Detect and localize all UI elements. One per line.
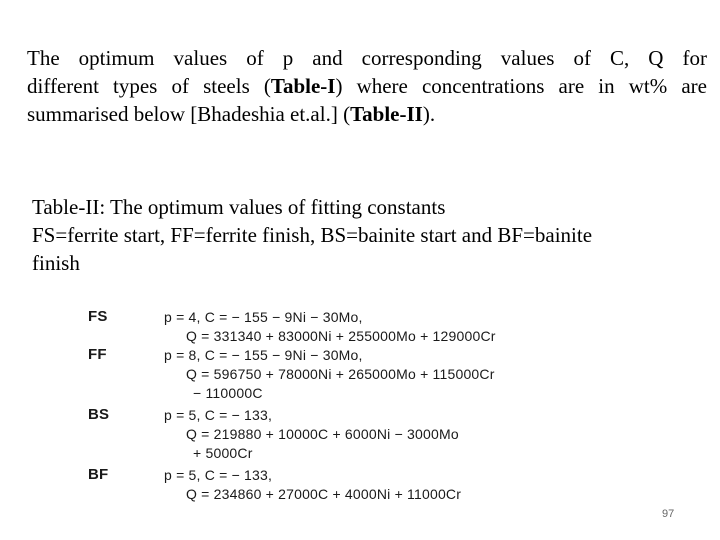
row-label: FS — [88, 308, 108, 325]
caption-line-3: finish — [32, 251, 80, 275]
page-number: 97 — [662, 508, 675, 520]
equation: Q = 331340 + 83000Ni + 255000Mo + 129000Cr — [186, 328, 496, 344]
intro-line-2 — [27, 72, 707, 100]
row-label: FF — [88, 346, 107, 363]
intro-text: The optimum values of p and corresponding values of C, Q for — [27, 46, 707, 70]
intro-line-1 — [27, 44, 707, 72]
row-equations — [164, 346, 495, 403]
table-caption — [32, 193, 702, 277]
equation: p = 8, C = − 155 − 9Ni − 30Mo, — [164, 347, 363, 363]
table-1-reference: Table-I — [270, 74, 336, 98]
intro-paragraph — [27, 44, 707, 128]
equation: p = 4, C = − 155 − 9Ni − 30Mo, — [164, 309, 363, 325]
equation: Q = 596750 + 78000Ni + 265000Mo + 115000Cr — [186, 366, 495, 382]
equation: p = 5, C = − 133, — [164, 467, 273, 483]
intro-text: ) where concentrations are in wt% are — [335, 74, 707, 98]
row-equations — [164, 466, 461, 504]
intro-text: summarised below [Bhadeshia et.al.] ( — [27, 102, 351, 126]
equation: Q = 219880 + 10000C + 6000Ni − 3000Mo — [186, 426, 459, 442]
intro-text: different types of steels ( — [27, 74, 271, 98]
intro-text: ). — [422, 102, 436, 126]
row-equations — [164, 308, 496, 346]
equation: p = 5, C = − 133, — [164, 407, 273, 423]
table-2-reference: Table-II — [350, 102, 423, 126]
intro-line-3 — [27, 100, 707, 128]
equation: + 5000Cr — [193, 445, 253, 461]
row-label: BF — [88, 466, 109, 483]
caption-line-1: Table-II: The optimum values of fitting constants — [32, 195, 446, 219]
equation: − 110000C — [193, 385, 263, 401]
equation: Q = 234860 + 27000C + 4000Ni + 11000Cr — [186, 486, 462, 502]
caption-line-2: FS=ferrite start, FF=ferrite finish, BS=bainite start and BF=bainite — [32, 223, 593, 247]
row-label: BS — [88, 406, 110, 423]
row-equations — [164, 406, 459, 463]
